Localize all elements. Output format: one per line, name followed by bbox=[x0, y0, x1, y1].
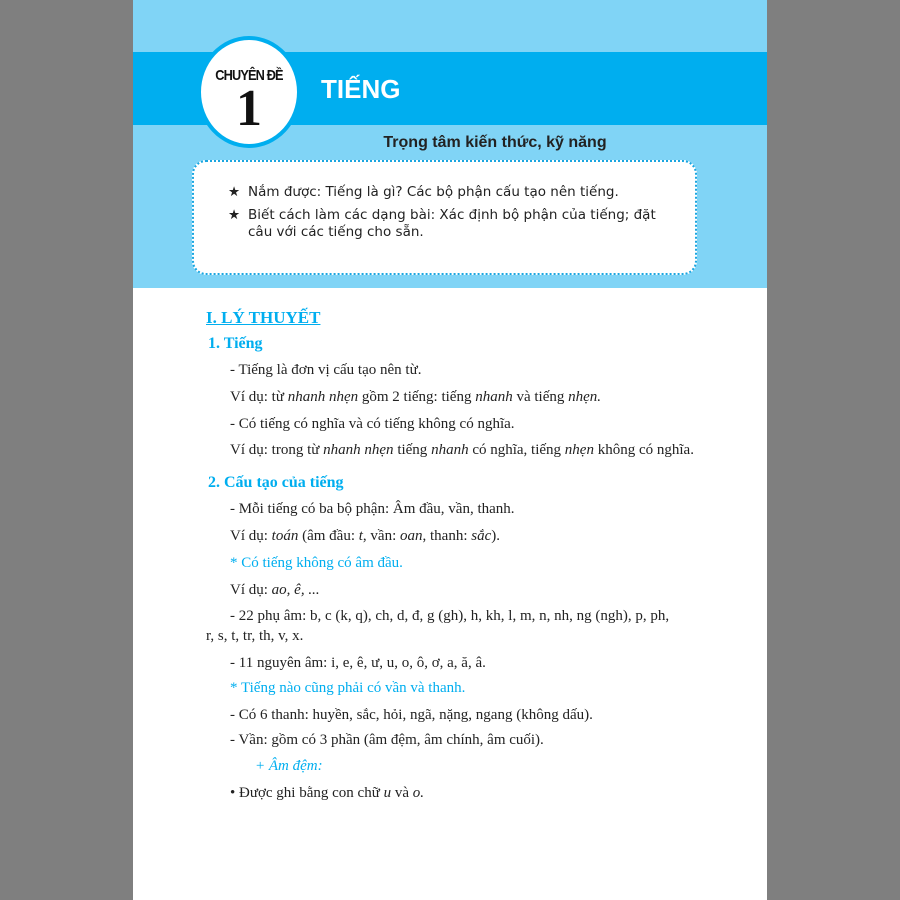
chapter-number: 1 bbox=[236, 80, 262, 137]
objective-text: Nắm được: Tiếng là gì? Các bộ phận cấu tạo nên tiếng. bbox=[248, 184, 619, 200]
text-line bbox=[230, 785, 424, 802]
italic-term: t bbox=[358, 528, 363, 544]
text-segment: Ví dụ: bbox=[230, 528, 272, 544]
italic-term: nhanh nhẹn bbox=[323, 442, 394, 458]
text-segment: 2. Cấu tạo của tiếng bbox=[208, 474, 344, 491]
objective-item bbox=[228, 207, 675, 241]
text-segment: - 22 phụ âm: b, c (k, q), ch, d, đ, g (gh), h, kh, l, m, n, nh, ng (ngh), p, ph, bbox=[230, 608, 670, 624]
text-line bbox=[230, 707, 593, 724]
text-line bbox=[230, 389, 601, 406]
text-line bbox=[230, 501, 515, 518]
text-segment: Ví dụ: bbox=[230, 582, 272, 598]
objective-item bbox=[228, 184, 675, 201]
text-line bbox=[230, 608, 669, 625]
text-segment: , thanh: bbox=[422, 528, 472, 544]
text-segment: tiếng bbox=[393, 442, 432, 458]
text-line bbox=[230, 442, 694, 459]
text-line bbox=[206, 628, 303, 645]
text-line bbox=[230, 416, 515, 433]
text-line bbox=[230, 582, 320, 599]
text-line bbox=[230, 655, 486, 672]
text-segment: • Được ghi bằng con chữ bbox=[230, 785, 384, 801]
chapter-header bbox=[133, 0, 767, 288]
italic-term: ao, ê, ... bbox=[271, 582, 320, 598]
italic-term: o. bbox=[412, 785, 424, 801]
text-segment: - Mỗi tiếng có ba bộ phận: Âm đầu, vần, thanh. bbox=[230, 501, 515, 517]
text-segment: có nghĩa, tiếng bbox=[468, 442, 565, 458]
italic-term: nhanh nhẹn bbox=[287, 389, 359, 405]
chapter-title: TIẾNG bbox=[321, 74, 401, 104]
text-segment: - Có tiếng có nghĩa và có tiếng không có nghĩa. bbox=[230, 416, 515, 432]
objectives-box bbox=[192, 160, 697, 275]
text-segment: - Có 6 thanh: huyền, sắc, hỏi, ngã, nặng, ngang (không dấu). bbox=[230, 707, 593, 723]
text-segment: r, s, t, tr, th, v, x. bbox=[206, 628, 304, 644]
text-segment: không có nghĩa. bbox=[593, 442, 694, 458]
section-heading: I. LÝ THUYẾT bbox=[206, 308, 321, 327]
star-icon: ★ bbox=[228, 184, 241, 200]
text-segment: 1. Tiếng bbox=[208, 335, 263, 352]
text-line bbox=[230, 680, 465, 697]
text-segment: (âm đầu: bbox=[298, 528, 359, 544]
text-line bbox=[255, 758, 323, 775]
italic-term: u bbox=[383, 785, 392, 801]
text-line bbox=[230, 528, 500, 545]
subsection-heading bbox=[208, 335, 263, 353]
italic-term: toán bbox=[271, 528, 299, 544]
italic-term: oan bbox=[400, 528, 423, 544]
text-segment: và tiếng bbox=[512, 389, 569, 405]
italic-term: nhẹn bbox=[564, 442, 594, 458]
text-line bbox=[230, 362, 421, 379]
italic-term: + Âm đệm: bbox=[255, 758, 323, 774]
text-segment: - Tiếng là đơn vị cấu tạo nên từ. bbox=[230, 362, 422, 378]
italic-term: nhanh bbox=[431, 442, 469, 458]
text-segment: ). bbox=[491, 528, 500, 544]
chapter-label: CHUYÊN ĐỀ bbox=[215, 67, 283, 84]
text-segment: Ví dụ: từ bbox=[230, 389, 288, 405]
subsection-heading bbox=[208, 474, 344, 492]
text-line bbox=[230, 732, 544, 749]
chapter-badge bbox=[197, 36, 301, 148]
text-segment: gồm 2 tiếng: tiếng bbox=[358, 389, 476, 405]
star-icon: ★ bbox=[228, 207, 241, 223]
text-segment: , vần: bbox=[362, 528, 400, 544]
text-segment: - Vần: gồm có 3 phần (âm đệm, âm chính, âm cuối). bbox=[230, 732, 544, 748]
text-segment: * Tiếng nào cũng phải có vần và thanh. bbox=[230, 680, 466, 696]
objectives-heading: Trọng tâm kiến thức, kỹ năng bbox=[383, 134, 607, 151]
text-line bbox=[230, 555, 403, 572]
text-segment: - 11 nguyên âm: i, e, ê, ư, u, o, ô, ơ, a, ă, â. bbox=[230, 655, 486, 671]
text-segment: * Có tiếng không có âm đầu. bbox=[230, 555, 403, 571]
text-segment: và bbox=[391, 785, 413, 801]
italic-term: nhanh bbox=[475, 389, 513, 405]
objective-text: Biết cách làm các dạng bài: Xác định bộ phận của tiếng; đặt câu với các tiếng cho sẵn. bbox=[248, 207, 656, 240]
italic-term: nhẹn. bbox=[568, 389, 602, 405]
italic-term: sắc bbox=[471, 528, 492, 544]
text-segment: Ví dụ: trong từ bbox=[230, 442, 324, 458]
book-page bbox=[133, 0, 767, 900]
